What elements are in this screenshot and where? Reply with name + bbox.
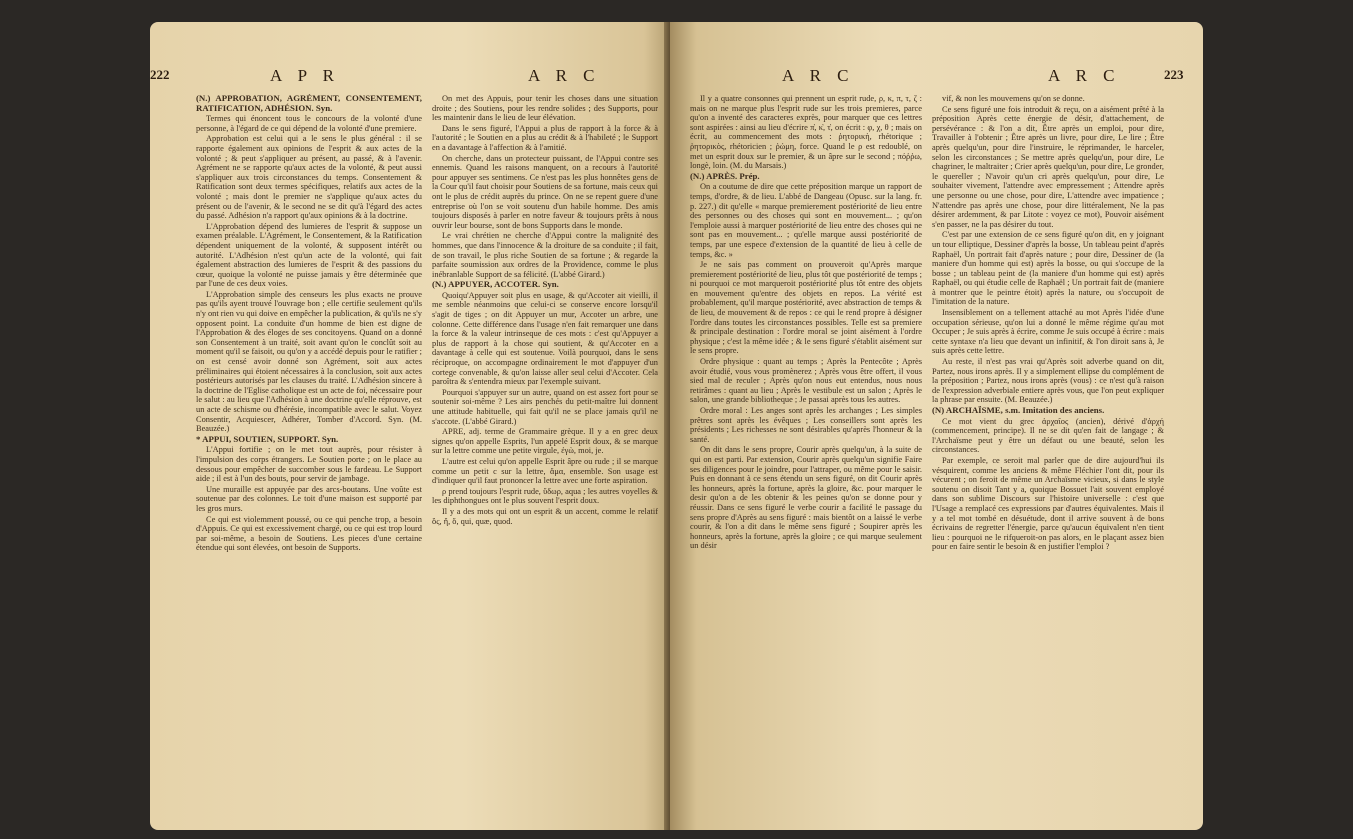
paragraph: On cherche, dans un protecteur puissant, de l'Appui contre ses ennemis. Quand les raisons manquent, on a recours à l'autorité pour appuyer ses sentimens. Ce n'est pas les plus honnêtes gens de la Cour qu'il faut choisir pour Soutiens de sa fortune, mais ceux qui ont le plus de crédit auprès du prince. On ne se repent guere d'une entreprise où l'on se voit soutenu d'un habile homme. Des amis toujours disposés à parler en notre faveur & toujours prêts à nous ouvrir leur bourse, sont de bons Supports dans le monde. <box>432 153 658 230</box>
paragraph: Ce sens figuré une fois introduit & reçu, on a aisément prêté à la préposition Après cette énergie de désir, d'attachement, de persévérance : & l'on a dit, Être après un emploi, pour dire, Travailler à l'obtenir ; Être après un livre, pour dire, Le lire ; Être après quelqu'un, pour dire l'instruire, le réprimander, le harceler, selon les circonstances ; Se mettre après quelqu'un, pour dire, Le chagriner, le maltraiter ; Crier après quelqu'un, pour dire, Le gronder, le quereller ; N'avoir qu'un cri après quelqu'un, pour dire, Le souhaiter vivement, l'attendre avec empressement ; Attendre après une personne ou une chose, pour dire, L'attendre avec impatience ; N'attendre pas après une chose, pour dire littéralement, Ne la pas désirer ardemment, & par Litote : voyez ce mot), Pouvoir aisément s'en passer, ne la pas désirer du tout. <box>932 104 1164 229</box>
paragraph: Ce mot vient du grec ἀρχαῖος (ancien), dérivé d'ἀρχή (commencement, principe). Il ne se dit qu'en fait de langage ; & l'Archaïsme peut y être un défaut ou une beauté, selon les circonstances. <box>932 416 1164 455</box>
paragraph: Ce qui est violemment poussé, ou ce qui penche trop, a besoin d'Appuis. Ce qui est excessivement chargé, ou ce qui est trop lourd par soi-même, a besoin de Soutiens. Les pieces d'une certaine étendue qui sont élevées, ont besoin de Supports. <box>196 514 422 553</box>
paragraph: vif, & non les mouvemens qu'on se donne. <box>942 94 1085 103</box>
paragraph: ρ prend toujours l'esprit rude, ὕδωρ, aqua ; les autres voyelles & les diphthongues ont le plus souvent l'esprit doux. <box>432 486 658 506</box>
paragraph: APRE, adj. terme de Grammaire grèque. Il y a en grec deux signes qu'on appelle Esprits, l'un appelé Esprit doux, & se marque sur la lettre comme une petite virgule, ἐγὼ, moi, je. <box>432 427 658 456</box>
paragraph: Il y a des mots qui ont un esprit & un accent, comme le relatif ὃς, ἥ, ὅ, qui, quæ, quod. <box>432 506 658 526</box>
right-headword-1: A R C <box>782 66 855 85</box>
right-column-1 <box>690 94 922 830</box>
entry-title: (N.) APPUYER, ACCOTER. Syn. <box>432 279 559 290</box>
entry-title: * APPUI, SOUTIEN, SUPPORT. Syn. <box>196 433 339 444</box>
entry-title: (N) ARCHAÏSME, s.m. Imitation des anciens. <box>932 405 1105 415</box>
left-column-1 <box>196 94 422 830</box>
entry-title: (N.) APPROBATION, AGRÉMENT, CONSENTEMENT, RATIFICATION, ADHÉSION. Syn. <box>196 94 422 113</box>
left-headword-2: A R C <box>528 66 601 85</box>
paragraph: Insensiblement on a tellement attaché au mot Après l'idée d'une occupation sérieuse, qu'on lui a donné le même régime qu'au mot Occuper ; Je suis après à écrire, comme Je suis occupé à écrire : mais cette syntaxe n'a lieu que devant un infinitif, & l'on diroit sans à, Je suis après cette lettre. <box>932 308 1164 356</box>
paragraph: Approbation est celui qui a le sens le plus général : il se rapporte également aux opinions de l'esprit & aux actes de la volonté ; & peut s'appliquer au présent, au passé, & à l'avenir. Agrément ne se rapporte qu'aux actes de la volonté, & peut aussi s'appliquer aux trois circonstances du temps. Consentement & Ratification sont deux termes spécifiques, relatifs aux actes de la volonté ; mais dont le premier ne s'applique qu'aux actes du présent ou de l'avenir, & le second ne se dit qu'à l'égard des actes du passé. Adhésion n'a rapport qu'aux opinions & à la doctrine. <box>196 134 422 221</box>
right-column-2 <box>932 94 1164 830</box>
paragraph: Dans le sens figuré, l'Appui a plus de rapport à la force & à l'autorité ; le Soutien en a plus au crédit & à l'habileté ; le Support en a davantage à l'affection & à l'amitié. <box>432 123 658 152</box>
entry-title: (N.) APRÈS. Prép. <box>690 170 760 181</box>
paragraph: Je ne sais pas comment on prouveroit qu'Après marque premierement postériorité de lieu, plus tôt que postériorité de temps ; ni pourquoi ce mot marqueroit postériorité plus tôt entre des objets en mouvement qu'entre des objets en repos. La vérité est probablement, qu'il marque postériorité, avec abstraction de temps & de lieu, de mouvement & de repos : ce qui le rend propre à désigner l'ordre dans toutes les circonstances possibles. Telle est sa premiere & principale destination : l'ordre moral se joint aisément à l'ordre physique ; c'est la même idée ; & le sens figuré s'établit aisément sur le sens propre. <box>690 260 922 356</box>
paragraph: C'est par une extension de ce sens figuré qu'on dit, en y joignant un tour elliptique, Dessiner d'après la bosse, Un tableau peint d'après Raphaël, Un portrait fait d'après nature ; pour dire, Dessiner de (la maniere d'un homme qui est) après la bosse, ou qui s'occupe de la bosse ; un tableau peint de (la maniere d'un homme qui est) après Raphaël, ou qui étudie celle de Raphaël ; Un portrait fait de (maniere à montrer que le peintre étoit) après la nature, ou s'occupoit de l'imitation de la nature. <box>932 230 1164 307</box>
right-page <box>670 22 1203 830</box>
paragraph: L'autre est celui qu'on appelle Esprit âpre ou rude ; il se marque comme un petit c sur la lettre, ἅμα, ensemble. Son usage est d'indiquer qu'il faut prononcer la lettre avec une forte aspiration. <box>432 456 658 486</box>
paragraph: Ordre moral : Les anges sont après les archanges ; Les simples prêtres sont après les évêques ; Les conseillers sont après les présidents ; Les richesses ne sont désirables qu'après l'honneur & la santé. <box>690 406 922 444</box>
paragraph: On a coutume de dire que cette préposition marque un rapport de temps, d'ordre, & de lieu. L'abbé de Dangeau (Opusc. sur la lang. fr. p. 227.) dit qu'elle « marque premierement postériorité de lieu entre des personnes ou des choses qui sont en mouvement... ; qu'on l'emploie aussi à marquer postériorité de lieu entre des choses qui ne sont pas en mouvement... ; qu'elle marque aussi postériorité de temps, par une espece d'extension de la quantité de lieu à celle de temps, &c. » <box>690 182 922 259</box>
paragraph: Quoiqu'Appuyer soit plus en usage, & qu'Accoter ait vieilli, il me semble néanmoins que celui-ci se conserve encore lorsqu'il s'agit de tiges ; on dit Appuyer un mur, Accoter un arbre, une colonne. Cette différence dans l'usage n'en fait remarquer une dans la force & la valeur intrinseque de ces mots : c'est qu'Appuyer a plus de rapport à la chose qui soutient, & qu'Accoter en a davantage à celle qui est soutenue. Voilà pourquoi, dans le sens réciproque, on accompagne ordinairement le mot d'appuyer d'un cortege convenable, & qu'on laisse aller seul celui d'Accoter. Cela paroîtra & s'entendra mieux par l'exemple suivant. <box>432 290 658 387</box>
paragraph: Pourquoi s'appuyer sur un autre, quand on est assez fort pour se soutenir soi-même ? Les airs penchés du petit-maître lui donnent une attitude habituelle, qui fait qu'il ne se place jamais qu'il ne s'accote. (L'abbé Girard.) <box>432 387 658 426</box>
paragraph: Une muraille est appuyée par des arcs-boutans. Une voûte est soutenue par des colonnes. Le toit d'une maison est supporté par les gros murs. <box>196 484 422 513</box>
paragraph: On dit dans le sens propre, Courir après quelqu'un, à la suite de qui on est parti. Par extension, Courir après quelqu'un signifie Faire ses diligences pour le joindre, pour l'attraper, ou même pour le saisir. Puis en donnant à ce sens étendu un sens figuré, on dit Courir après les honneurs, après la fortune, après la gloire, &c. pour marquer le desir qu'on a de les obtenir & les peines qu'on se donne pour y réussir. Dans ce sens figuré le verbe courir a facilité le passage du sens propre d'Après au sens figuré : mais bientôt on a laissé le verbe courir, & l'on a dit dans le même sens figuré ; Soupirer après les honneurs, après la fortune, après la gloire ; ce qui marque seulement un désir <box>690 445 922 551</box>
paragraph: Il y a quatre consonnes qui prennent un esprit rude, ρ, κ, π, τ, ζ : mais on ne marque plus l'esprit rude sur les trois premieres, parce qu'on a inventé des caracteres exprès, pour marquer que ces lettres sont aspirées : ainsi au lieu d'écrire π̔, κ̔, τ̔, on écrit : φ, χ, θ ; mais on écrit, au commencement des mots : ῥητορικὴ, rhétorique ; ῥητορικὸς, rhétoricien ; ῥώμη, force. Quand le ρ est redoublé, on met un esprit doux sur le premier, & un âpre sur le second ; πόῤῥω, longè, loin. (M. du Marsais.) <box>690 94 922 171</box>
left-column-2 <box>432 94 658 830</box>
paragraph: Le vrai chrétien ne cherche d'Appui contre la malignité des hommes, que dans l'innocence & la droiture de sa conduite ; il fait, de son travail, le plus riche Soutien de sa fortune ; & regarde la parfaite soumission aux ordres de la Providence, comme le plus inébranlable Support de sa félicité. (L'abbé Girard.) <box>432 231 658 279</box>
paragraph: L'Approbation simple des censeurs les plus exacts ne prouve pas qu'ils ayent trouvé l'ouvrage bon ; elle certifie seulement qu'ils n'y ont rien vu qui doive en empêcher la publication, & qu'ils ne s'y opposent point. La conduite d'un homme de bien est digne de l'Approbation & des éloges de ses concitoyens. Quand on a donné son Consentement à un traité, soit avant qu'on le conclût soit au moment qu'il se faisoit, ou qu'on y a accédé depuis pour le ratifier ; on est censé avoir donné son Agrément, soit aux actes préliminaires qui étoient nécessaires à la conclusion, soit aux actes postérieurs autorisés par les clauses du traité. L'Adhésion sincere à la doctrine de l'Eglise catholique est un acte de foi, nécessaire pour le salut : au lieu que l'Adhésion à une doctrine qu'elle réprouve, est un acte de schisme ou d'hérésie, incompatible avec le salut. Voyez Consentir, Acquiescer, Adhérer, Tomber d'Accord. Syn. (M. Beauzée.) <box>196 289 422 434</box>
paragraph: Termes qui énoncent tous le concours de la volonté d'une personne, à l'égard de ce qui dépend de la volonté d'une premiere. <box>196 114 422 133</box>
right-headword-2: A R C <box>1048 66 1121 85</box>
left-page-number: 222 <box>150 67 170 82</box>
paragraph: Par exemple, ce seroit mal parler que de dire aujourd'hui ils vésquirent, comme les anciens & même Fléchier l'ont dit, pour ils vécurent ; on feroit de même un Archaïsme vicieux, si dans le style soutenu on disoit Tant y a, quoique Bossuet l'ait souvent employé dans son sublime Discours sur l'histoire universelle : c'est que l'Usage a remplacé ces expressions par d'autres équivalentes. Mais il y a tel mot tombé en désuétude, dont il arrive souvent à de bons écrivains de regretter l'énergie, parce qu'aucun équivalent n'en tient lieu : pourquoi ne le rifqueroit-on pas alors, en le plaçant assez bien pour en faire sentir le besoin & en justifier l'emploi ? <box>932 455 1164 552</box>
paragraph: On met des Appuis, pour tenir les choses dans une situation droite ; des Soutiens, pour les rendre solides ; des Supports, pour les maintenir dans le lieu de leur élévation. <box>432 94 658 123</box>
paragraph: Au reste, il n'est pas vrai qu'Après soit adverbe quand on dit, Partez, nous irons après. Il y a simplement ellipse du complément de la préposition ; Partez, nous irons après (vous) : ce n'est qu'à raison de l'expression adverbiale entiere après vous, que l'on peut expliquer la phrase par ensuite. (M. Beauzée.) <box>932 357 1164 405</box>
paragraph: Ordre physique : quant au temps ; Après la Pentecôte ; Après avoir étudié, vous vous promènerez ; Après vous être offert, il vous sied mal de reculer ; Après qu'on nous eut entendus, nous nous retirâmes : quant au lieu ; Après le vestibule est un salon ; Après le salon, une grande bibliotheque ; Je passai après tous les autres. <box>690 357 922 405</box>
left-page <box>150 22 670 830</box>
paragraph: L'Appui fortifie ; on le met tout auprès, pour résister à l'impulsion des corps étrangers. Le Soutien porte ; on le place au dessous pour empêcher de succomber sous le fardeau. Le Support aide ; il est à l'un des bouts, pour servir de jambage. <box>196 445 422 484</box>
paragraph: L'Approbation dépend des lumieres de l'esprit & suppose un examen préalable. L'Agrément, le Consentement, & la Ratification dépendent uniquement de la volonté, & supposent intérêt ou autorité. L'Adhésion n'est qu'un acte de la volonté, qui fait également abstraction des lumieres de l'esprit & des passions du cœur, quoique la volonté ne puisse jamais y être déterminée que par l'une de ces deux voies. <box>196 221 422 289</box>
left-headword-1: A P R <box>270 66 341 85</box>
right-page-number: 223 <box>1164 67 1184 82</box>
